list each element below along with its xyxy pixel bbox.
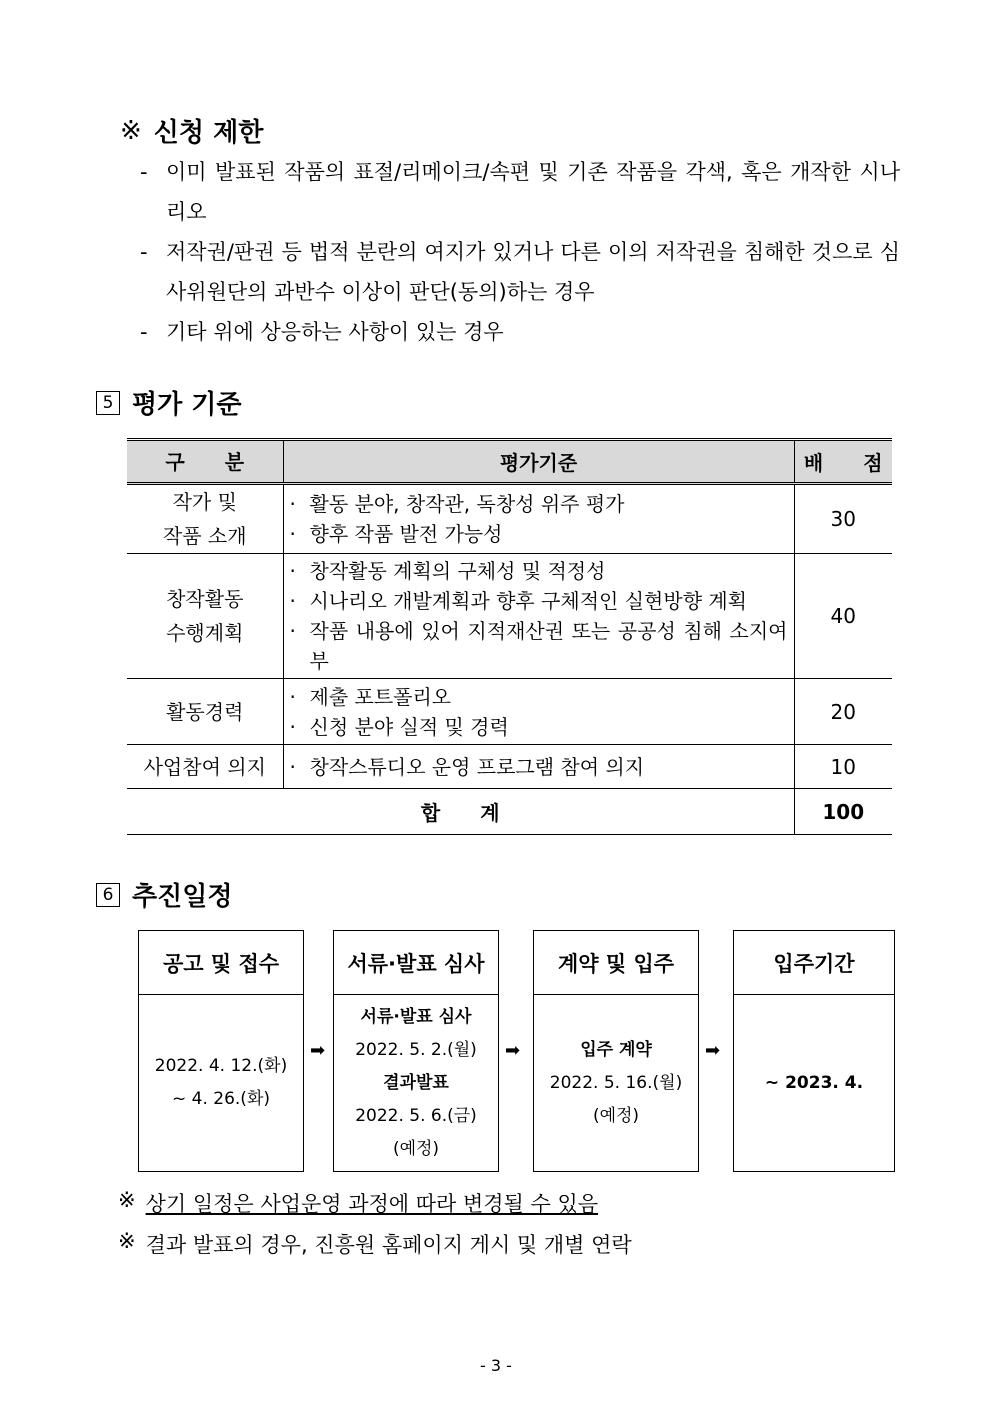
arrow-right-icon: ➡: [310, 1040, 326, 1061]
criteria-text: 창작스튜디오 운영 프로그램 참여 의지: [309, 754, 645, 779]
schedule-step-head: 입주기간: [734, 931, 894, 995]
criteria-text: 제출 포트폴리오: [309, 684, 452, 709]
reference-mark: ※: [120, 115, 142, 146]
dash-bullet: -: [140, 320, 148, 344]
schedule-step-box: [333, 930, 499, 1172]
schedule-line: 2022. 5. 6.(금): [355, 1105, 477, 1126]
restriction-item: [140, 232, 900, 312]
schedule-line: 결과발표: [383, 1072, 449, 1093]
criteria-cell: [283, 745, 794, 789]
category-cell: [127, 484, 283, 554]
restriction-heading: [120, 112, 263, 149]
dash-bullet: -: [140, 160, 148, 184]
schedule-line: (예정): [392, 1138, 440, 1159]
schedule-step-head: 서류·발표 심사: [334, 931, 498, 995]
schedule-step-head: 공고 및 접수: [139, 931, 303, 995]
total-row: [127, 789, 892, 835]
evaluation-title: 평가 기준: [132, 390, 242, 420]
category-cell: [127, 745, 283, 789]
header-score: 배 점: [794, 440, 892, 484]
total-score: 100: [794, 789, 892, 835]
criteria-item: [290, 519, 788, 549]
restriction-item: [140, 312, 900, 352]
table-row: [127, 484, 892, 554]
schedule-step-box: [733, 930, 895, 1172]
criteria-text: 신청 분야 실적 및 경력: [309, 714, 509, 739]
criteria-text: 창작활동 계획의 구체성 및 적정성: [309, 559, 606, 583]
restriction-title: 신청 제한: [153, 118, 264, 148]
dot-bullet: ·: [289, 754, 296, 779]
score-cell: 20: [794, 679, 892, 745]
schedule-step-box: [138, 930, 304, 1172]
criteria-item: [290, 489, 788, 519]
arrow-right-icon: ➡: [705, 1040, 721, 1061]
schedule-line: 2022. 5. 16.(월): [549, 1072, 683, 1093]
schedule-line: ~ 2023. 4.: [764, 1072, 864, 1093]
schedule-step-body: [734, 995, 894, 1171]
category-line: 작품 소개: [162, 524, 247, 548]
criteria-cell: [283, 554, 794, 679]
evaluation-table: [127, 438, 892, 835]
criteria-cell: [283, 679, 794, 745]
schedule-heading: [96, 876, 232, 913]
schedule-line: 서류·발표 심사: [360, 1006, 472, 1027]
restriction-item: [140, 152, 900, 232]
schedule-line: 2022. 5. 2.(월): [355, 1039, 477, 1060]
criteria-item: [290, 752, 788, 782]
schedule-step-box: [533, 930, 699, 1172]
criteria-item: [290, 556, 788, 586]
criteria-text: 작품 내용에 있어 지적재산권 또는 공공성 침해 소지여부: [309, 619, 788, 673]
dash-bullet: -: [140, 240, 148, 264]
restriction-text: 저작권/판권 등 법적 분란의 여지가 있거나 다른 이의 저작권을 침해한 것으로 심사위원단의 과반수 이상이 판단(동의)하는 경우: [166, 240, 900, 304]
page-number: - 3 -: [480, 1356, 512, 1375]
table-row: [127, 554, 892, 679]
dot-bullet: ·: [289, 589, 296, 613]
section-number-box: 6: [96, 883, 120, 907]
schedule-line: 2022. 4. 12.(화): [154, 1056, 288, 1076]
category-line: 창작활동: [166, 587, 244, 611]
total-label: 합 계: [127, 789, 794, 835]
dot-bullet: ·: [289, 714, 296, 739]
criteria-cell: [283, 484, 794, 554]
category-line: 작가 및: [172, 490, 237, 514]
schedule-step-body: [534, 995, 698, 1171]
schedule-note: [118, 1229, 632, 1259]
schedule-step-body: [139, 995, 303, 1171]
category-line: 수행계획: [166, 621, 244, 645]
schedule-title: 추진일정: [132, 882, 233, 912]
table-row: [127, 745, 892, 789]
schedule-line: 입주 계약: [580, 1039, 652, 1060]
schedule-note: [118, 1188, 598, 1218]
header-criteria: 평가기준: [283, 440, 794, 484]
criteria-item: [290, 586, 788, 616]
note-text: 결과 발표의 경우, 진흥원 홈페이지 게시 및 개별 연락: [145, 1233, 632, 1257]
restriction-list: [140, 152, 900, 352]
dot-bullet: ·: [289, 492, 296, 516]
criteria-item: [290, 682, 788, 712]
table-row: [127, 679, 892, 745]
restriction-text: 기타 위에 상응하는 사항이 있는 경우: [166, 320, 504, 344]
dot-bullet: ·: [289, 522, 296, 546]
dot-bullet: ·: [289, 684, 296, 709]
restriction-text: 이미 발표된 작품의 표절/리메이크/속편 및 기존 작품을 각색, 혹은 개작한 시나리오: [166, 160, 900, 224]
header-category: 구 분: [127, 440, 283, 484]
arrow-right-icon: ➡: [505, 1040, 521, 1061]
table-header-row: [127, 440, 892, 484]
schedule-step-body: [334, 995, 498, 1171]
note-text: 상기 일정은 사업운영 과정에 따라 변경될 수 있음: [145, 1192, 599, 1216]
category-line: 활동경력: [166, 699, 244, 724]
section-number-box: 5: [96, 391, 120, 415]
score-cell: 40: [794, 554, 892, 679]
dot-bullet: ·: [289, 559, 296, 583]
schedule-line: (예정): [592, 1105, 640, 1126]
category-line: 사업참여 의지: [143, 754, 266, 779]
reference-mark: ※: [118, 1188, 136, 1212]
score-cell: 30: [794, 484, 892, 554]
category-cell: [127, 554, 283, 679]
reference-mark: ※: [118, 1229, 136, 1253]
criteria-item: [290, 712, 788, 742]
evaluation-heading: [96, 384, 242, 421]
score-cell: 10: [794, 745, 892, 789]
criteria-text: 향후 작품 발전 가능성: [309, 522, 503, 546]
criteria-item: [290, 616, 788, 676]
category-cell: [127, 679, 283, 745]
dot-bullet: ·: [289, 619, 296, 643]
criteria-text: 활동 분야, 창작관, 독창성 위주 평가: [309, 492, 625, 516]
schedule-step-head: 계약 및 입주: [534, 931, 698, 995]
criteria-text: 시나리오 개발계획과 향후 구체적인 실현방향 계획: [309, 589, 748, 613]
schedule-line: ~ 4. 26.(화): [172, 1089, 270, 1109]
